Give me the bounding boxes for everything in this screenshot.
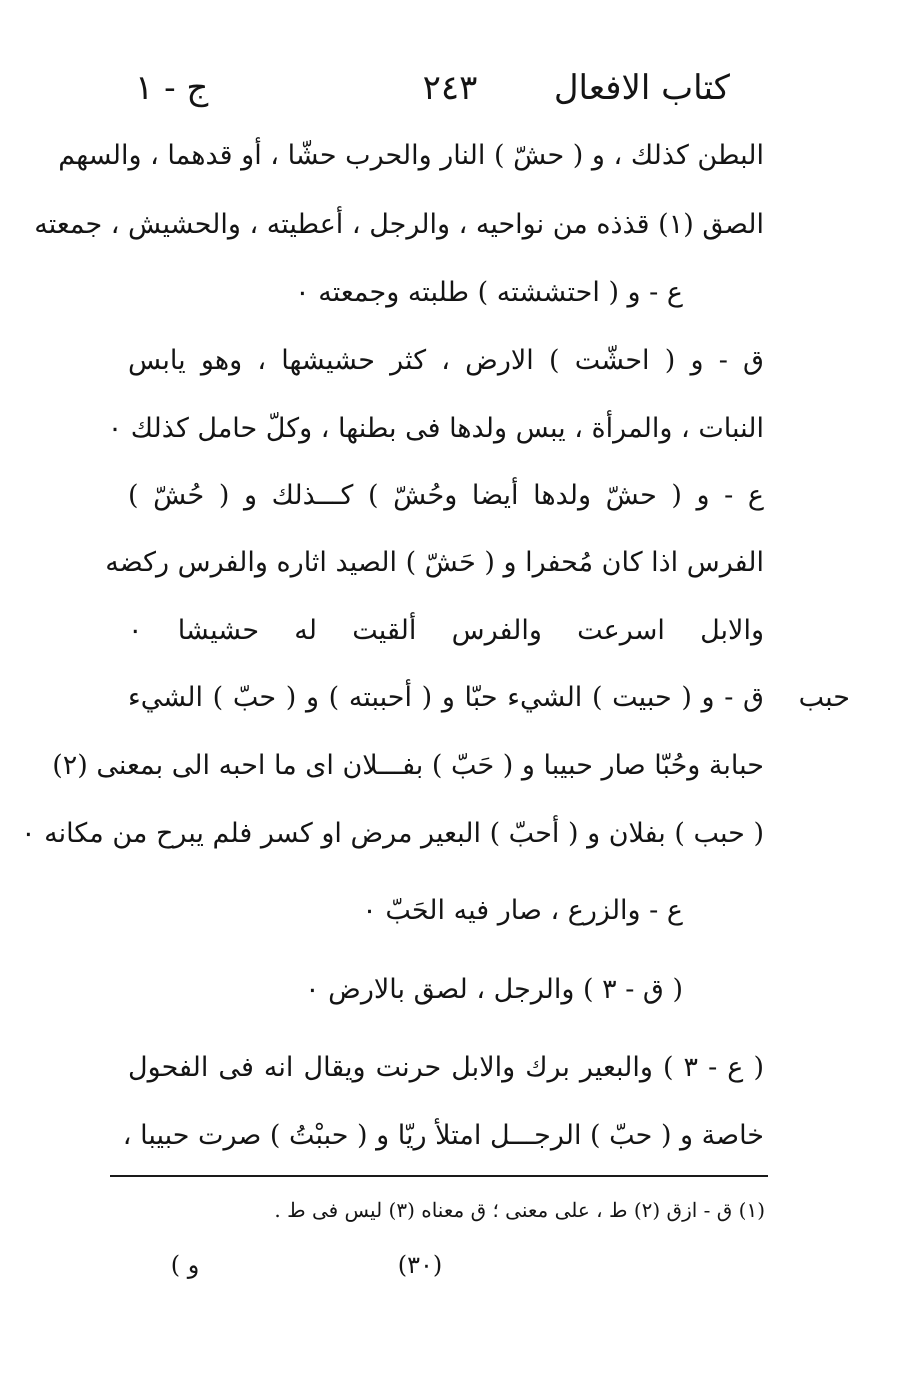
text-line-6: ع - و ( حشّ ولدها أيضا وحُشّ ) كـــذلك و ( حُشّ ): [128, 480, 764, 511]
text-line-8: والابل اسرعت والفرس ألقيت له حشيشا ٠: [128, 615, 764, 646]
text-line-15: خاصة و ( حبّ ) الرجـــل امتلأ ريّا و ( حببْتُ ) صرت حبيبا ،: [122, 1120, 764, 1151]
text-line-11: ( حبب ) بفلان و ( أحبّ ) البعير مرض او كسر فلم يبرح من مكانه ٠: [21, 818, 764, 849]
text-line-5: النبات ، والمرأة ، يبس ولدها فى بطنها ، وكلّ حامل كذلك ٠: [107, 413, 764, 444]
text-line-2: الصق (١) قذذه من نواحيه ، والرجل ، أعطيته ، والحشيش ، جمعته: [34, 209, 764, 240]
footnote: (١) ق - ازق (٢) ط ، على معنى ؛ ق معناه (٣) ليس فى ط .: [274, 1198, 765, 1222]
text-line-1: البطن كذلك ، و ( حشّ ) النار والحرب حشّا ، أو قدهما ، والسهم: [58, 140, 764, 171]
book-title: كتاب الافعال: [553, 68, 730, 108]
margin-root-word: حبب: [798, 682, 850, 713]
text-line-4: ق - و ( احشّت ) الارض ، كثر حشيشها ، وهو يابس: [128, 345, 764, 376]
text-line-9: ق - و ( حبيت ) الشيء حبّا و ( أحببته ) و ( حبّ ) الشيء: [128, 682, 764, 713]
page-number: ٢٤٣: [422, 68, 478, 108]
text-line-12: ع - والزرع ، صار فيه الحَبّ ٠: [362, 895, 683, 926]
volume-marker: ج - ١: [135, 68, 209, 108]
text-line-7: الفرس اذا كان مُحفرا و ( حَشّ ) الصيد اثاره والفرس ركضه: [105, 547, 764, 578]
text-line-10: حبابة وحُبّا صار حبيبا و ( حَبّ ) بفـــلان اى ما احبه الى بمعنى (٢): [52, 750, 764, 781]
text-line-13: ( ق - ٣ ) والرجل ، لصق بالارض ٠: [305, 974, 683, 1005]
text-line-3: ع - و ( احتششته ) طلبته وجمعته ٠: [295, 277, 683, 308]
footnote-divider: [110, 1175, 768, 1177]
catchword: و ): [170, 1251, 200, 1279]
text-line-14: ( ع - ٣ ) والبعير برك والابل حرنت ويقال انه فى الفحول: [128, 1052, 764, 1083]
signature-number: (٣٠): [397, 1251, 443, 1279]
